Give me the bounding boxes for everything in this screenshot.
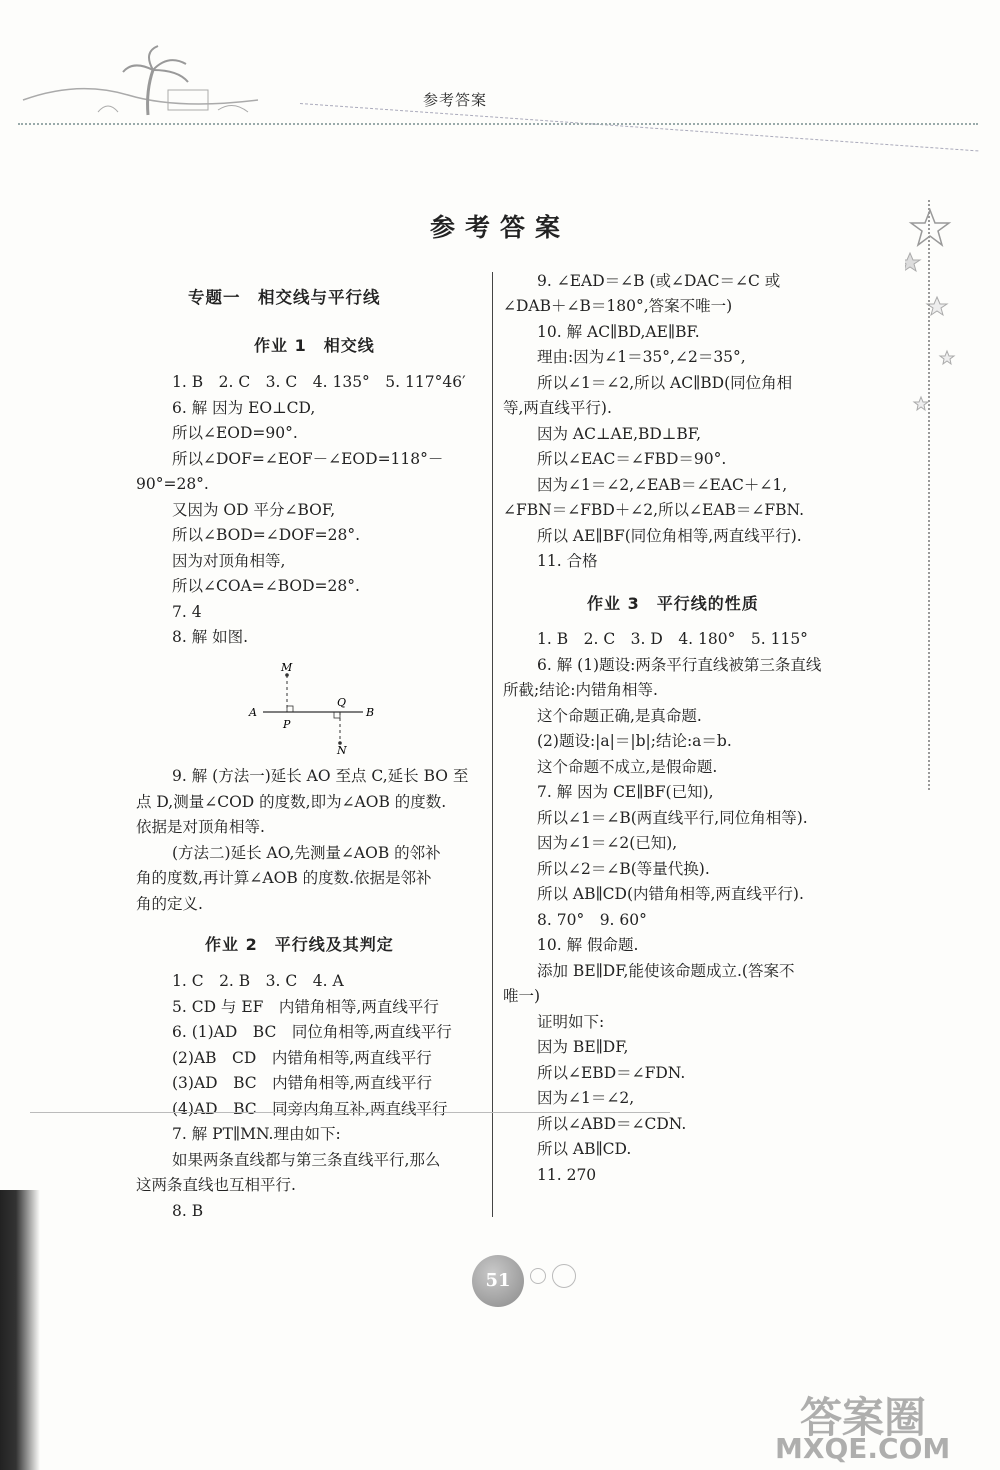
- label-Q: Q: [337, 696, 347, 709]
- answer-line: 所以∠EOD=90°.: [172, 424, 298, 442]
- answer-line: 这个命题不成立,是假命题.: [537, 758, 718, 776]
- answer-line: 7. 解 PT∥MN.理由如下:: [172, 1125, 341, 1143]
- answer-line: 11. 合格: [537, 552, 598, 570]
- answer-line: 所以∠EAC＝∠FBD＝90°.: [537, 450, 727, 468]
- answer-line: 8. B: [172, 1202, 204, 1220]
- answer-line: (方法二)延长 AO,先测量∠AOB 的邻补: [172, 844, 441, 862]
- scan-edge-shadow: [0, 1190, 40, 1470]
- hw1-heading: 作业 1 相交线: [254, 336, 375, 355]
- answer-line: 11. 270: [537, 1166, 597, 1184]
- answer-line: 9. 解 (方法一)延长 AO 至点 C,延长 BO 至: [172, 767, 469, 785]
- answer-line: 因为对顶角相等,: [172, 552, 286, 570]
- answer-line: 角的定义.: [136, 895, 203, 913]
- answer-line: 因为 AC⊥AE,BD⊥BF,: [537, 425, 702, 443]
- answer-line: 90°=28°.: [136, 475, 209, 493]
- answer-line: 1. B 2. C 3. C 4. 135° 5. 117°46′: [172, 373, 466, 391]
- answer-line: 添加 BE∥DF,能使该命题成立.(答案不: [537, 962, 795, 980]
- answer-line: 所以∠EBD＝∠FDN.: [537, 1064, 686, 1082]
- header-divider: [18, 123, 978, 125]
- right-margin-dots: [928, 200, 930, 790]
- column-divider: [492, 272, 493, 1217]
- answer-line: 所以∠1＝∠2,所以 AC∥BD(同位角相: [537, 374, 793, 392]
- answer-line: 1. B 2. C 3. D 4. 180° 5. 115°: [537, 630, 808, 648]
- answer-line: 这两条直线也互相平行.: [136, 1176, 296, 1194]
- answer-line: 所以 AE∥BF(同位角相等,两直线平行).: [537, 527, 802, 545]
- answer-line: 理由:因为∠1＝35°,∠2＝35°,: [537, 348, 746, 366]
- answer-line: 依据是对顶角相等.: [136, 818, 265, 836]
- answer-line: 7. 解 因为 CE∥BF(已知),: [537, 783, 714, 801]
- answer-line: 8. 解 如图.: [172, 628, 249, 646]
- answer-line: ∠DAB＋∠B＝180°,答案不唯一): [503, 297, 733, 315]
- answer-line: 因为∠1＝∠2,∠EAB＝∠EAC＋∠1,: [537, 476, 788, 494]
- answer-line: (4)AD BC 同旁内角互补,两直线平行: [172, 1100, 448, 1118]
- answer-line: 等,两直线平行).: [503, 399, 612, 417]
- answer-line: 因为∠1＝∠2(已知),: [537, 834, 678, 852]
- answer-line: 5. CD 与 EF 内错角相等,两直线平行: [172, 998, 439, 1016]
- page-title: 参考答案: [429, 213, 570, 242]
- answer-line: 10. 解 假命题.: [537, 936, 639, 954]
- answer-line: 所以∠COA=∠BOD=28°.: [172, 577, 360, 595]
- label-A: A: [249, 706, 257, 719]
- answer-line: 所截;结论:内错角相等.: [503, 681, 658, 699]
- answer-line: (2)题设:|a|＝|b|;结论:a＝b.: [537, 732, 732, 750]
- answer-line: 点 D,测量∠COD 的度数,即为∠AOB 的度数.: [136, 793, 447, 811]
- answer-line: 因为∠1＝∠2,: [537, 1089, 635, 1107]
- answer-line: 又因为 OD 平分∠BOF,: [172, 501, 336, 519]
- answer-line: 所以 AB∥CD.: [537, 1140, 632, 1158]
- answer-line: 如果两条直线都与第三条直线平行,那么: [172, 1151, 441, 1169]
- answer-line: 因为 BE∥DF,: [537, 1038, 629, 1056]
- answer-line: 所以∠2＝∠B(等量代换).: [537, 860, 710, 878]
- answer-line: ∠FBN＝∠FBD＋∠2,所以∠EAB＝∠FBN.: [503, 501, 805, 519]
- label-B: B: [366, 706, 375, 719]
- answer-line: 所以 AB∥CD(内错角相等,两直线平行).: [537, 885, 804, 903]
- answer-line: 6. 解 (1)题设:两条平行直线被第三条直线: [537, 656, 822, 674]
- dot-decoration: [530, 1268, 546, 1284]
- answer-line: 6. 解 因为 EO⊥CD,: [172, 399, 316, 417]
- label-P: P: [283, 718, 291, 731]
- topic-heading: 专题一 相交线与平行线: [188, 288, 381, 307]
- answer-line: 9. ∠EAD＝∠B (或∠DAC＝∠C 或: [537, 272, 781, 290]
- hw3-heading: 作业 3 平行线的性质: [587, 594, 759, 613]
- answer-line: 7. 4: [172, 603, 202, 621]
- answer-line: 证明如下:: [537, 1013, 605, 1031]
- answer-line: 角的度数,再计算∠AOB 的度数.依据是邻补: [136, 869, 432, 887]
- answer-line: 唯一): [503, 987, 541, 1005]
- watermark-site: MXQE.COM: [775, 1432, 951, 1465]
- palm-tree-decoration: [18, 40, 278, 120]
- answer-line: 1. C 2. B 3. C 4. A: [172, 972, 344, 990]
- watermark-logo: 答案圈: [800, 1393, 927, 1442]
- dot-decoration: [552, 1264, 576, 1288]
- answer-line: 所以∠ABD＝∠CDN.: [537, 1115, 687, 1133]
- page-number: 51: [472, 1255, 524, 1307]
- answer-line: 6. (1)AD BC 同位角相等,两直线平行: [172, 1023, 452, 1041]
- answer-line: 8. 70° 9. 60°: [537, 911, 647, 929]
- perpendicular-figure: [245, 655, 385, 755]
- label-N: N: [337, 744, 347, 755]
- answer-line: 所以∠BOD=∠DOF=28°.: [172, 526, 361, 544]
- running-header: 参考答案: [423, 91, 488, 109]
- header-dashed-curve: [300, 103, 978, 151]
- answer-line: 这个命题正确,是真命题.: [537, 707, 702, 725]
- answer-line: (3)AD BC 内错角相等,两直线平行: [172, 1074, 433, 1092]
- hw2-heading: 作业 2 平行线及其判定: [205, 935, 394, 954]
- label-M: M: [281, 661, 293, 674]
- answer-line: (2)AB CD 内错角相等,两直线平行: [172, 1049, 432, 1067]
- faint-rule: [30, 1112, 670, 1113]
- answer-line: 所以∠1＝∠B(两直线平行,同位角相等).: [537, 809, 808, 827]
- answer-line: 10. 解 AC∥BD,AE∥BF.: [537, 323, 700, 341]
- answer-line: 所以∠DOF=∠EOF－∠EOD=118°－: [172, 450, 444, 468]
